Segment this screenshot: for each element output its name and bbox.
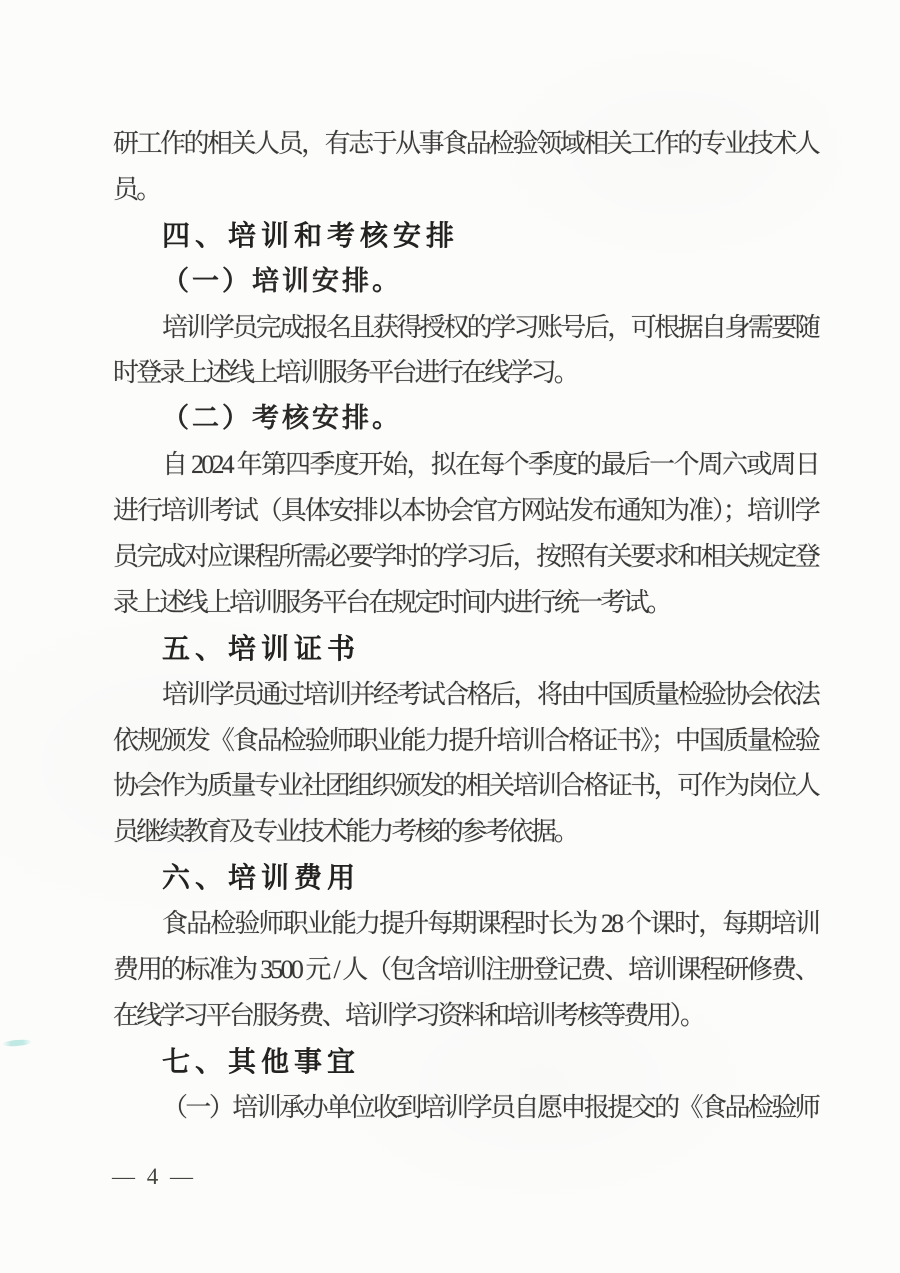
text-line: 时登录上述线上培训服务平台进行在线学习。: [113, 358, 578, 388]
text-line: 食品检验师职业能力提升每期课程时长为 28 个课时，每期培训: [162, 909, 818, 939]
text-line: （一）培训承办单位收到培训学员自愿申报提交的《食品检验师: [162, 1092, 818, 1122]
sub-heading: （二）考核安排。: [162, 403, 402, 434]
scan-artifact-mark: [2, 1039, 32, 1048]
text-line: 员。: [113, 174, 160, 204]
text-line: 培训学员通过培训并经考试合格后，将由中国质量检验协会依法: [162, 679, 818, 709]
section-heading: 五、培训证书: [162, 632, 361, 664]
section-heading: 四、培训和考核安排: [162, 219, 460, 251]
page-number: — 4 —: [112, 1164, 196, 1189]
section-heading: 七、其他事宜: [162, 1045, 361, 1077]
section-heading: 六、培训费用: [162, 862, 361, 894]
text-line: 员继续教育及专业技术能力考核的参考依据。: [113, 817, 578, 847]
text-line: 培训学员完成报名且获得授权的学习账号后，可根据自身需要随: [162, 312, 818, 342]
text-line: 自 2024 年第四季度开始，拟在每个季度的最后一个周六或周日: [162, 450, 818, 480]
text-line: 在线学习平台服务费、培训学习资料和培训考核等费用）。: [113, 1000, 704, 1030]
text-line: 录上述线上培训服务平台在规定时间内进行统一考试。: [113, 587, 670, 617]
text-line: 员完成对应课程所需必要学时的学习后，按照有关要求和相关规定登: [113, 542, 818, 572]
text-line: 协会作为质量专业社团组织颁发的相关培训合格证书，可作为岗位人: [113, 771, 818, 801]
document-content: [113, 121, 818, 1131]
text-line: 进行培训考试（具体安排以本协会官方网站发布通知为准）；培训学: [113, 496, 818, 526]
sub-heading: （一）培训安排。: [162, 265, 402, 296]
text-line: 费用的标准为 3500 元 / 人（包含培训注册登记费、培训课程研修费、: [113, 955, 818, 985]
text-line: 依规颁发《食品检验师职业能力提升培训合格证书》；中国质量检验: [113, 725, 818, 755]
text-line: 研工作的相关人员，有志于从事食品检验领域相关工作的专业技术人: [113, 129, 818, 158]
